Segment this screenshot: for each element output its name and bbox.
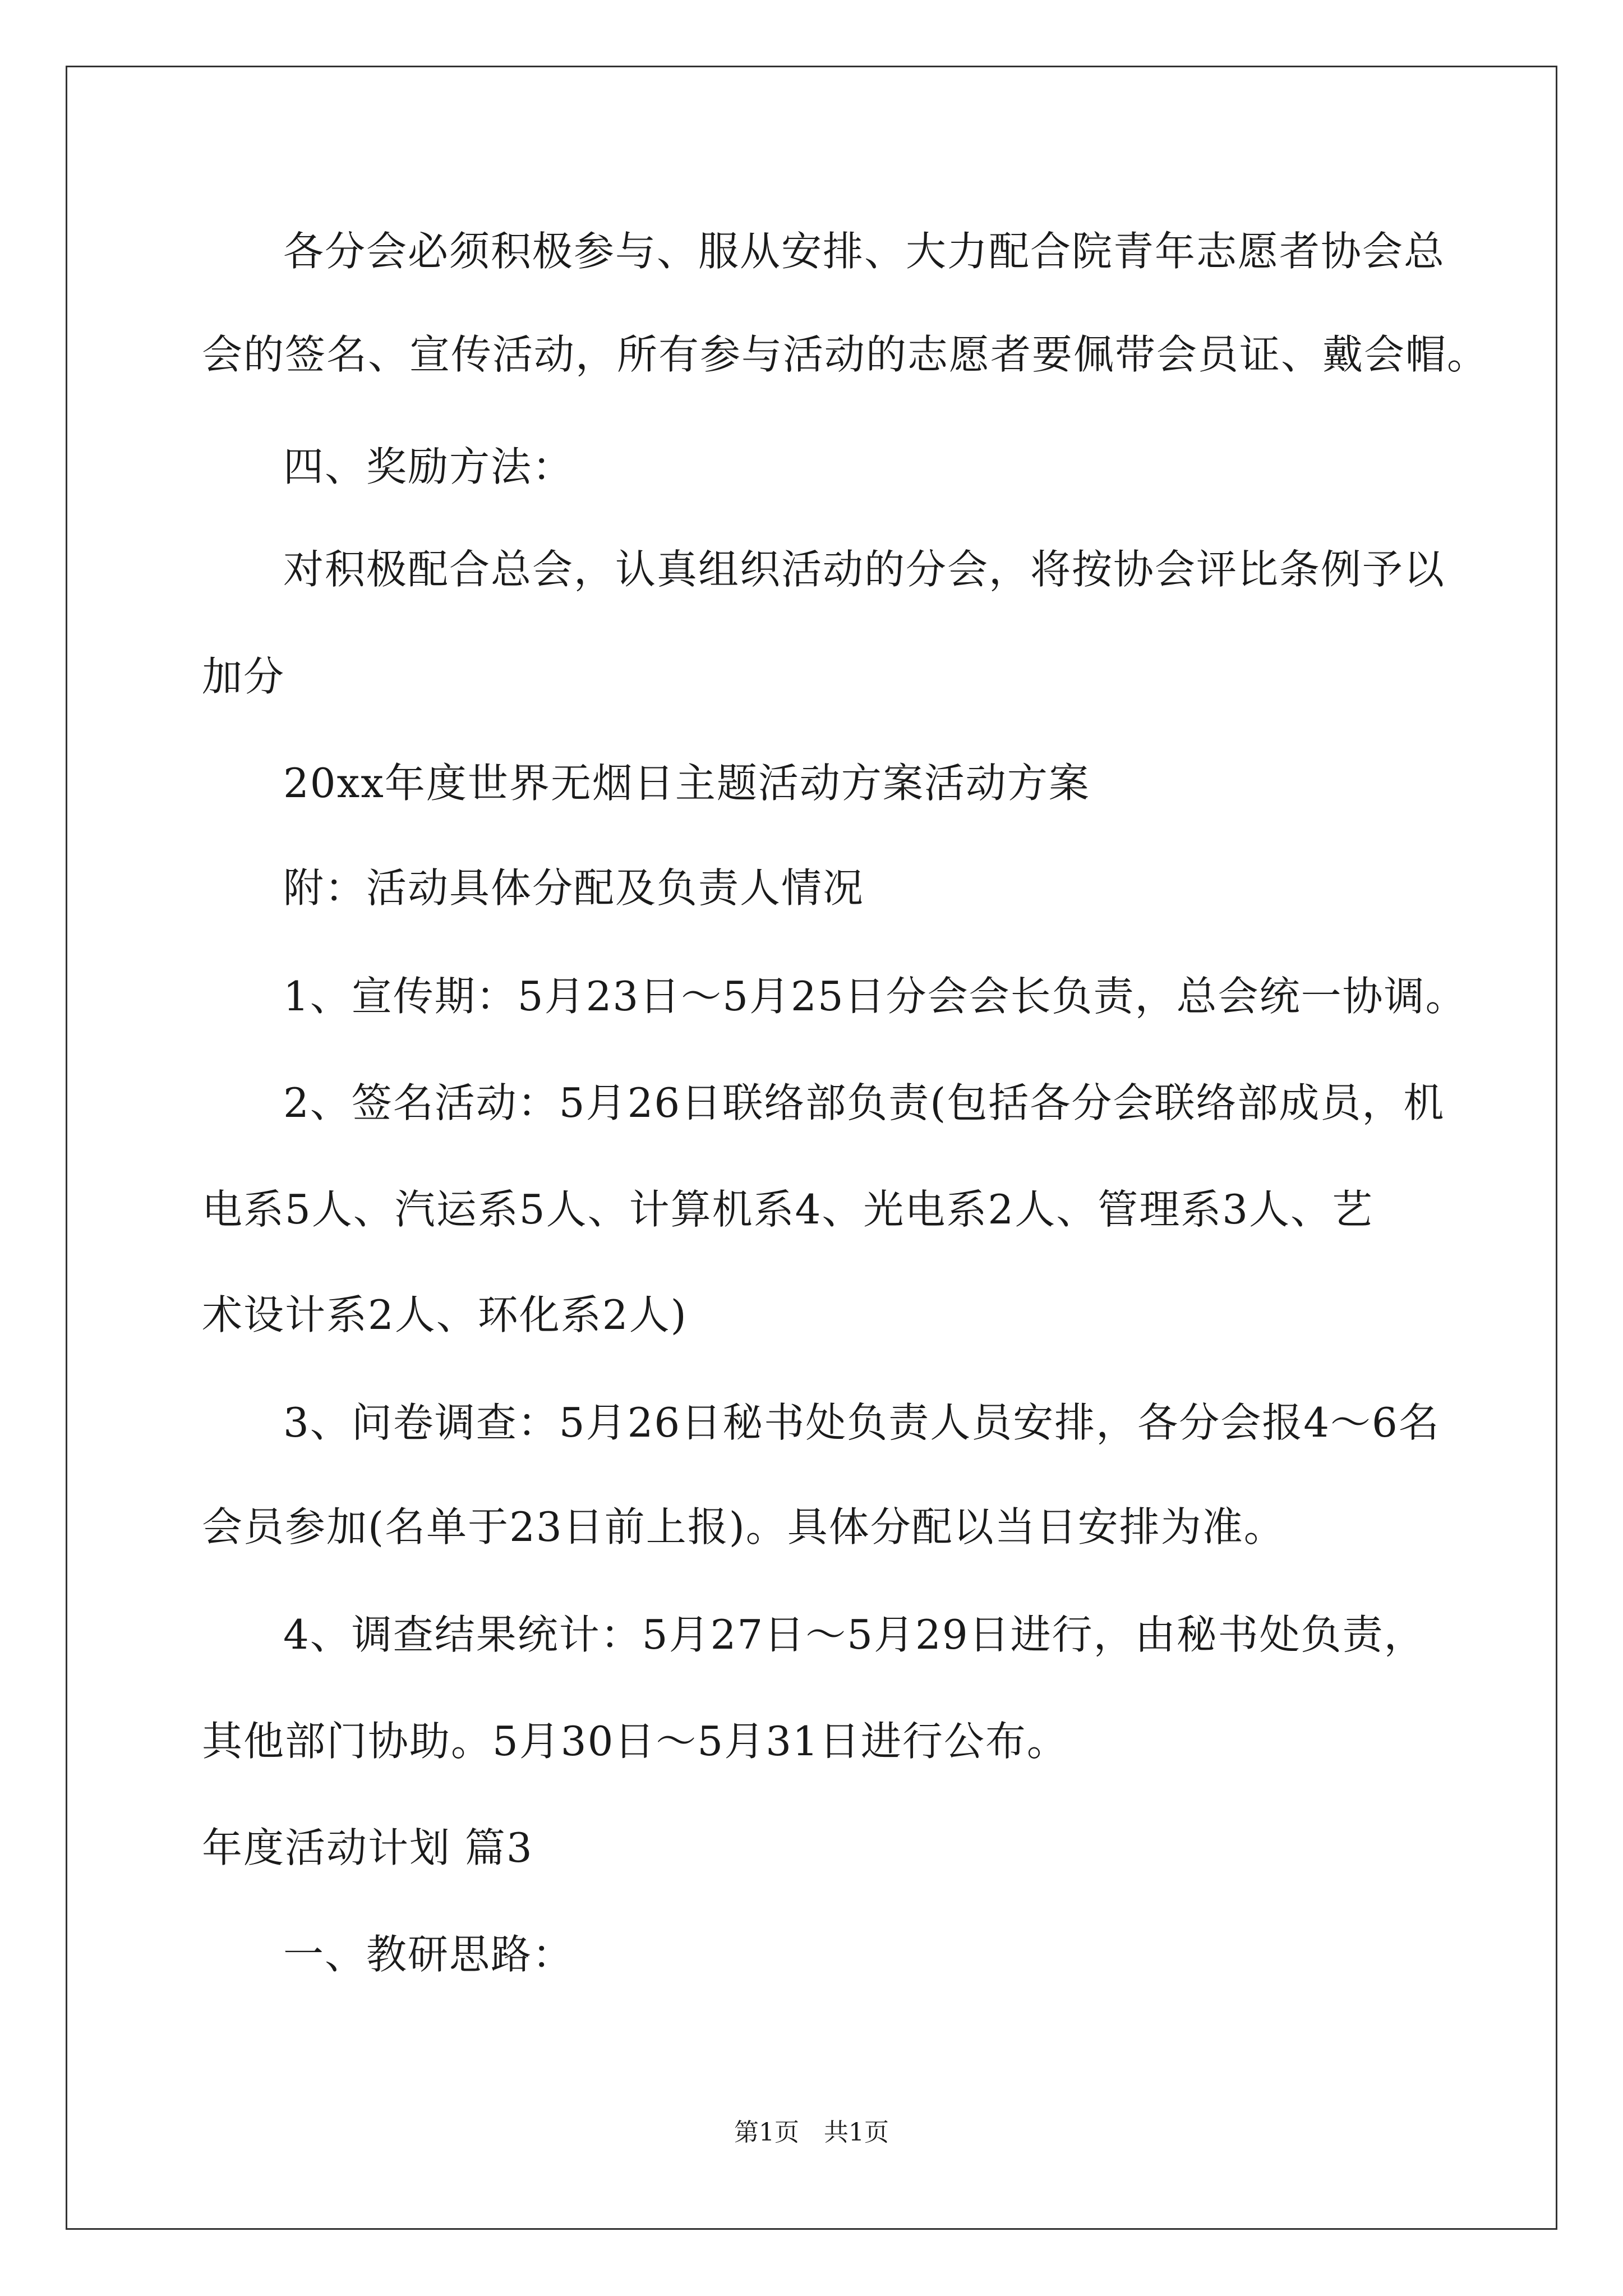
paragraph-line: 4、调查结果统计：5月27日～5月29日进行，由秘书处负责，	[283, 1611, 1426, 1658]
paragraph-line: 其他部门协助。5月30日～5月31日进行公布。	[202, 1718, 1068, 1765]
paragraph-line: 20xx年度世界无烟日主题活动方案活动方案	[283, 760, 1090, 807]
paragraph-line: 会的签名、宣传活动，所有参与活动的志愿者要佩带会员证、戴会帽。	[202, 331, 1489, 378]
paragraph-line: 3、问卷调查：5月26日秘书处负责人员安排，各分会报4～6名	[283, 1399, 1440, 1446]
paragraph-line: 加分	[202, 653, 285, 700]
section-heading: 年度活动计划 篇3	[202, 1824, 533, 1871]
paragraph-line: 四、奖励方法：	[283, 443, 574, 490]
paragraph-line: 电系5人、汽运系5人、计算机系4、光电系2人、管理系3人、艺	[202, 1186, 1374, 1233]
paragraph-line: 各分会必须积极参与、服从安排、大力配合院青年志愿者协会总	[283, 228, 1446, 275]
paragraph-line: 术设计系2人、环化系2人)	[202, 1291, 688, 1338]
page-footer: 第1页 共1页	[734, 2118, 889, 2147]
paragraph-line: 会员参加(名单于23日前上报)。具体分配以当日安排为准。	[202, 1503, 1285, 1550]
paragraph-line: 2、签名活动：5月26日联络部负责(包括各分会联络部成员，机	[283, 1079, 1445, 1126]
paragraph-line: 对积极配合总会，认真组织活动的分会，将按协会评比条例予以	[283, 546, 1446, 593]
paragraph-line: 1、宣传期：5月23日～5月25日分会会长负责，总会统一协调。	[283, 973, 1467, 1020]
paragraph-line: 附：活动具体分配及负责人情况	[283, 864, 865, 912]
paragraph-line: 一、教研思路：	[283, 1931, 574, 1978]
page-border	[66, 66, 1557, 2230]
